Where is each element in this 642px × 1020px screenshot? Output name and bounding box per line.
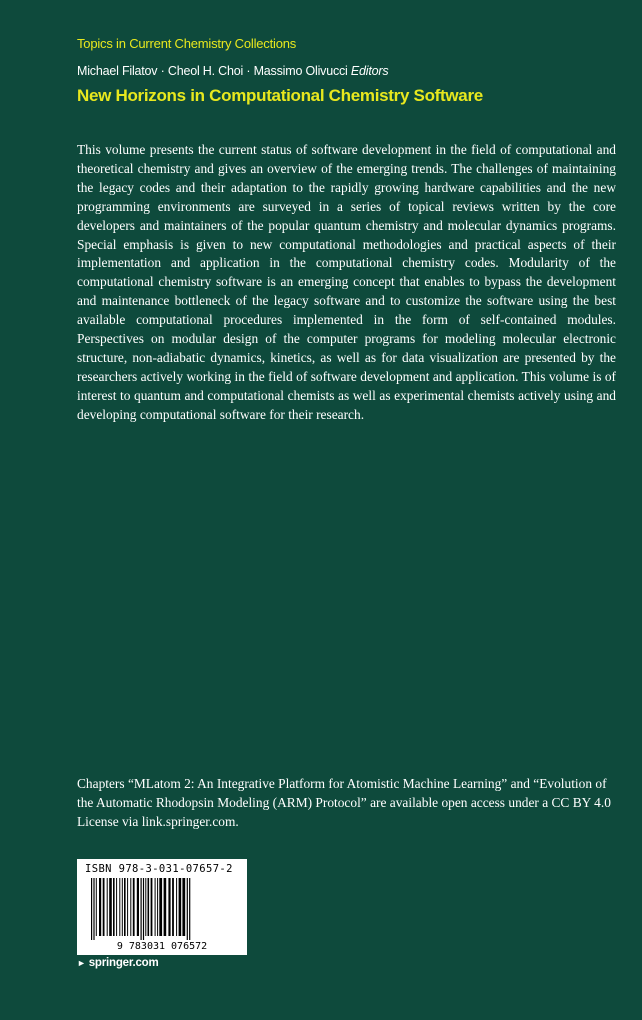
barcode-bar — [168, 878, 170, 936]
barcode-bar — [133, 878, 135, 936]
barcode-bar — [148, 878, 150, 936]
barcode-bar — [157, 878, 158, 936]
barcode-bar — [179, 878, 182, 936]
barcode-bar — [91, 878, 92, 940]
barcode-bar — [143, 878, 144, 940]
barcode-bar — [99, 878, 101, 936]
barcode-bar — [113, 878, 115, 936]
barcode-bar — [127, 878, 128, 936]
barcode-bar — [145, 878, 146, 936]
barcode-digits: 9 783031 076572 — [116, 941, 208, 952]
editors-line — [77, 64, 388, 78]
barcode-bar — [103, 878, 105, 936]
barcode-bar — [164, 878, 167, 936]
barcode-bar — [137, 878, 139, 936]
editor-names: Michael Filatov · Cheol H. Choi · Massimo Olivucci — [77, 64, 348, 78]
open-access-note: Chapters “MLatom 2: An Integrative Platform for Atomistic Machine Learning” and “Evolution of the Automatic Rhodopsin Modeling (ARM) Protocol” are available open access under a CC BY 4.0 License via link.springer.com. — [77, 776, 611, 829]
barcode-bar — [182, 878, 185, 936]
book-description: This volume presents the current status of software development in the field of computational and theoretical chemistry and gives an overview of the emerging trends. The challenges of maintaining the legacy codes and their adaptation to the rapidly growing hardware capabilities and the new programming environments are surveyed in a series of topical reviews written by the core developers and maintainers of the popular quantum chemistry and molecular dynamics programs. Special emphasis is given to new computational methodologies and practical aspects of their implementation and application in the computational chemistry codes. Modularity of the computational chemistry software is an emerging concept that enables to bypass the development and maintenance bottleneck of the legacy software and to customize the software using the best available computational procedures implemented in the form of self-contained modules. Perspectives on modular design of the computer programs for modeling molecular electronic structure, non-adiabatic dynamics, kinetics, as well as for data visualization are presented by the researchers actively working in the field of software development and application. This volume is of interest to quantum and computational chemists as well as experimental chemists actively using and developing computational software for their research. — [77, 142, 616, 422]
barcode-bar — [189, 878, 190, 940]
arrow-right-icon: ► — [77, 958, 86, 968]
book-title: New Horizons in Computational Chemistry Software — [77, 86, 483, 105]
barcode-bar — [159, 878, 162, 936]
barcode-bar — [172, 878, 174, 936]
barcode-bar — [155, 878, 156, 936]
publisher-url: springer.com — [88, 957, 159, 969]
isbn-label: ISBN 978-3-031-07657-2 — [85, 863, 233, 875]
publisher-link[interactable] — [77, 957, 159, 969]
barcode-bar — [122, 878, 123, 936]
isbn-barcode — [77, 859, 247, 955]
barcode-bar — [130, 878, 131, 936]
barcode-bar — [93, 878, 94, 940]
barcode-bar — [151, 878, 153, 936]
barcode-bar — [124, 878, 126, 936]
barcode-bar — [116, 878, 117, 936]
barcode-bar — [107, 878, 108, 936]
barcode-bar — [96, 878, 97, 936]
barcode-bar — [141, 878, 142, 940]
series-name: Topics in Current Chemistry Collections — [77, 36, 297, 51]
barcode-bar — [119, 878, 120, 936]
barcode-graphic — [85, 878, 239, 952]
editors-role-label: Editors — [350, 64, 389, 78]
barcode-bar — [109, 878, 112, 936]
barcode-bar — [176, 878, 177, 936]
barcode-bar — [187, 878, 188, 940]
